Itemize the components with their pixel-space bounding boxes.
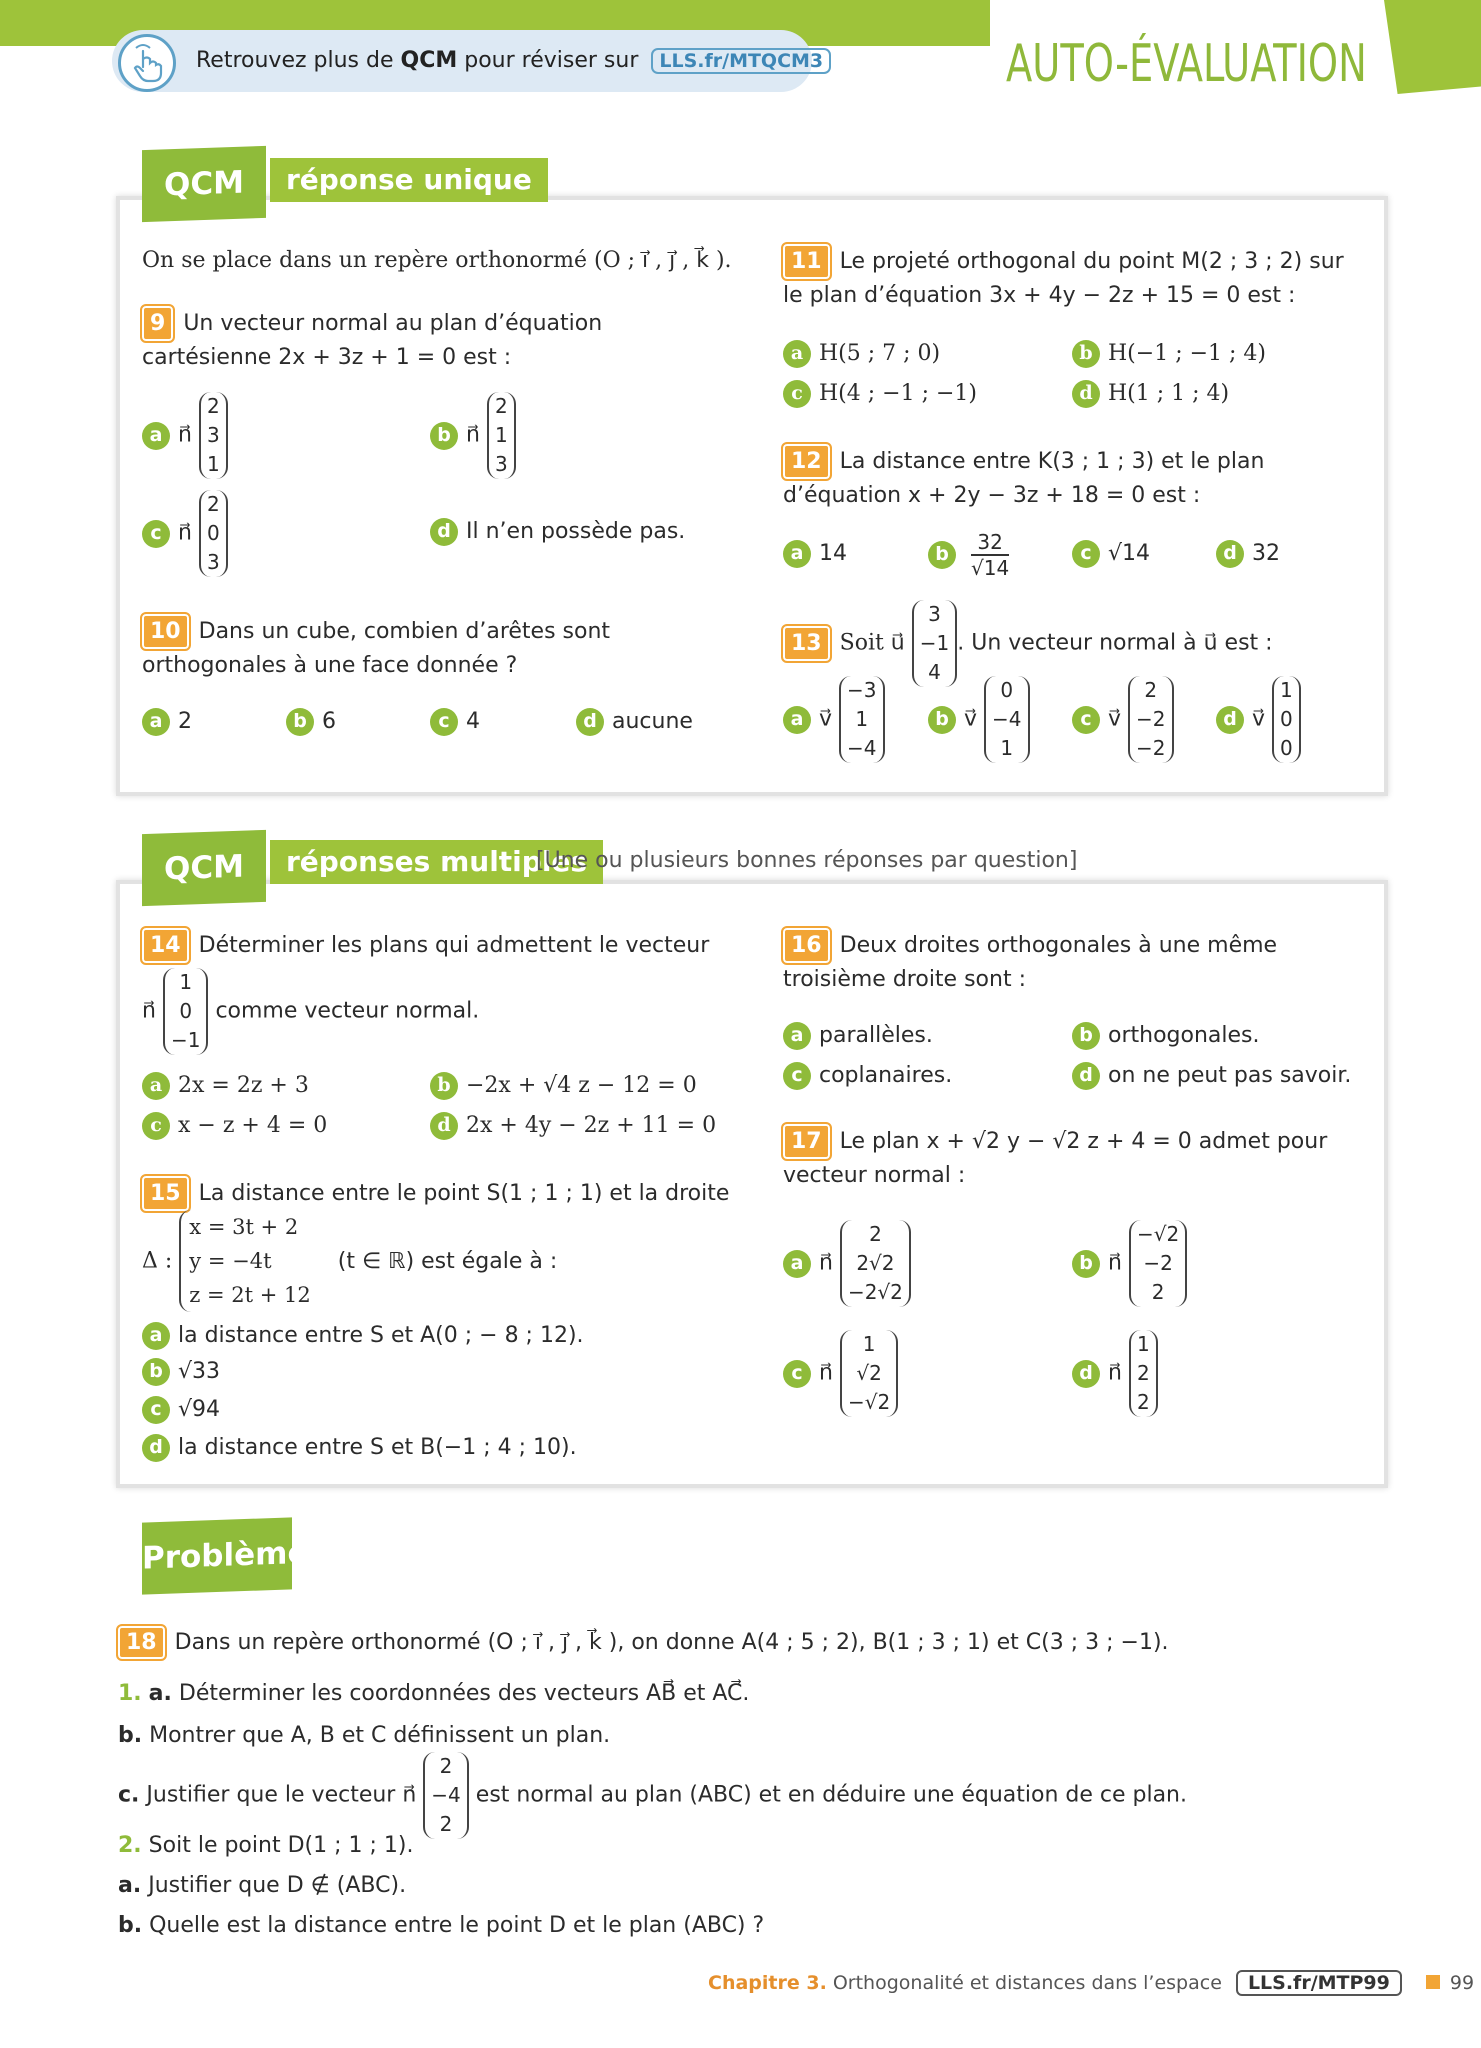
question-text: Le projeté orthogonal du point M(2 ; 3 ; 2) sur le plan d’équation 3x + 4y − 2z + 15 = 0 est : bbox=[783, 249, 1344, 308]
option-letter: a bbox=[783, 706, 811, 734]
q12-option-a[interactable] bbox=[783, 540, 847, 568]
q18-part-2a bbox=[118, 1870, 406, 1901]
question-9 bbox=[142, 306, 662, 374]
fraction-numerator: 32 bbox=[971, 530, 1009, 556]
option-letter: d bbox=[1216, 540, 1244, 568]
q9-option-a[interactable] bbox=[142, 392, 228, 479]
q15-option-b[interactable] bbox=[142, 1358, 220, 1386]
option-text: coplanaires. bbox=[819, 1063, 953, 1088]
vec-cell: −2 bbox=[1143, 1251, 1173, 1275]
vec-cell: √2 bbox=[856, 1361, 882, 1385]
subpart-text: Déterminer les coordonnées des vecteurs AB⃗ et AC⃗. bbox=[178, 1681, 750, 1706]
option-text: orthogonales. bbox=[1108, 1023, 1260, 1048]
vec-cell: 1 bbox=[494, 423, 508, 447]
column-vector bbox=[912, 600, 957, 687]
option-text: 14 bbox=[819, 541, 847, 566]
equation-system bbox=[179, 1210, 310, 1312]
vec-cell: 1 bbox=[1280, 678, 1293, 702]
vec-cell: 2 bbox=[1144, 678, 1158, 702]
q16-option-a[interactable] bbox=[783, 1022, 933, 1050]
q9-option-c[interactable] bbox=[142, 490, 228, 577]
option-letter: b bbox=[928, 706, 956, 734]
section1-tag: QCM bbox=[142, 146, 266, 222]
vec-cell: 2 bbox=[1151, 1280, 1165, 1304]
delta-label: Δ : bbox=[142, 1248, 173, 1274]
column-vector bbox=[1272, 676, 1301, 763]
vec-cell: 1 bbox=[1136, 1332, 1150, 1356]
option-text: Il n’en possède pas. bbox=[466, 519, 686, 544]
question-text: Dans un cube, combien d’arêtes sont orthogonales à une face donnée ? bbox=[142, 619, 611, 678]
vec-cell: −2√2 bbox=[847, 1280, 903, 1304]
vec-cell: 2 bbox=[206, 492, 220, 516]
option-letter: b bbox=[928, 541, 956, 569]
subpart-text: Justifier que D ∉ (ABC). bbox=[148, 1873, 407, 1898]
option-letter: c bbox=[783, 1360, 811, 1388]
vec-cell: −1 bbox=[170, 1028, 201, 1052]
q16-option-c[interactable] bbox=[783, 1062, 952, 1090]
vector-label: n⃗ bbox=[1108, 1360, 1122, 1386]
option-letter: a bbox=[783, 1022, 811, 1050]
q18-part-2 bbox=[118, 1830, 413, 1861]
option-letter: a bbox=[783, 540, 811, 568]
option-letter: d bbox=[1072, 380, 1100, 408]
vec-cell: 0 bbox=[1280, 736, 1293, 760]
banner-text-bold: QCM bbox=[400, 48, 458, 73]
vector-label: n⃗ bbox=[142, 998, 156, 1024]
vec-cell: −3 bbox=[847, 678, 877, 702]
question-17 bbox=[783, 1124, 1343, 1192]
q17-option-d[interactable] bbox=[1072, 1330, 1158, 1417]
option-text: 32 bbox=[1252, 541, 1280, 566]
option-letter: b bbox=[430, 422, 458, 450]
footer-link[interactable]: LLS.fr/MTP99 bbox=[1236, 1970, 1402, 1996]
question-11 bbox=[783, 244, 1353, 312]
option-text: x − z + 4 = 0 bbox=[178, 1113, 328, 1138]
fraction bbox=[971, 530, 1009, 580]
vec-cell: 1 bbox=[206, 452, 220, 476]
vec-cell: −4 bbox=[847, 736, 877, 760]
subpart-label: b. bbox=[118, 1723, 143, 1748]
option-text: 2x + 4y − 2z + 11 = 0 bbox=[466, 1113, 717, 1138]
part-number: 2. bbox=[118, 1833, 142, 1858]
option-letter: c bbox=[783, 1062, 811, 1090]
q18-part-1c bbox=[118, 1752, 1187, 1839]
intro-text: On se place dans un repère orthonormé (O ; i⃗ , j⃗ , k⃗ ). bbox=[142, 248, 732, 273]
page-title: AUTO-ÉVALUATION bbox=[1006, 34, 1367, 94]
q11-option-b[interactable] bbox=[1072, 340, 1266, 368]
question-text-after: . Un vecteur normal à u⃗ est : bbox=[957, 630, 1273, 656]
corner-decoration bbox=[1384, 0, 1481, 94]
vec-cell: 0 bbox=[206, 521, 220, 545]
question-text: Un vecteur normal au plan d’équation cartésienne 2x + 3z + 1 = 0 est : bbox=[142, 311, 603, 370]
column-vector bbox=[1129, 1330, 1158, 1417]
vec-cell: −√2 bbox=[847, 1390, 891, 1414]
column-vector bbox=[423, 1752, 468, 1839]
q14-vector bbox=[142, 968, 479, 1055]
option-text: 2 bbox=[178, 709, 192, 734]
q10-option-a[interactable] bbox=[142, 708, 192, 736]
question-text: Le plan x + √2 y − √2 z + 4 = 0 admet pour vecteur normal : bbox=[783, 1129, 1328, 1188]
banner-link[interactable]: LLS.fr/MTQCM3 bbox=[651, 48, 831, 74]
vec-cell: −1 bbox=[919, 631, 950, 655]
q15-option-d[interactable] bbox=[142, 1434, 577, 1462]
option-letter: c bbox=[142, 1396, 170, 1424]
question-text: La distance entre K(3 ; 1 ; 3) et le plan d’équation x + 2y − 3z + 18 = 0 est : bbox=[783, 449, 1265, 508]
vec-cell: 4 bbox=[928, 660, 941, 684]
option-text: H(4 ; −1 ; −1) bbox=[819, 381, 978, 406]
option-letter: d bbox=[1072, 1062, 1100, 1090]
subpart-label: a. bbox=[118, 1873, 142, 1898]
vec-cell: 3 bbox=[206, 423, 220, 447]
q17-option-a[interactable] bbox=[783, 1220, 911, 1307]
question-number: 16 bbox=[783, 928, 830, 963]
column-vector bbox=[840, 1330, 898, 1417]
option-letter: b bbox=[1072, 340, 1100, 368]
page-footer bbox=[708, 1970, 1474, 1996]
vec-cell: −2 bbox=[1136, 707, 1166, 731]
q11-option-d[interactable] bbox=[1072, 380, 1229, 408]
option-letter: d bbox=[430, 1112, 458, 1140]
subpart-label: b. bbox=[118, 1913, 143, 1938]
option-text: 2x = 2z + 3 bbox=[178, 1073, 309, 1098]
system-line: y = −4t bbox=[189, 1249, 272, 1273]
option-text: H(5 ; 7 ; 0) bbox=[819, 341, 941, 366]
q14-option-a[interactable] bbox=[142, 1072, 309, 1100]
vector-label: n⃗ bbox=[178, 422, 192, 448]
hand-pointer-icon bbox=[118, 34, 176, 92]
q16-option-d[interactable] bbox=[1072, 1062, 1351, 1090]
q9-option-b[interactable] bbox=[430, 392, 516, 479]
column-vector bbox=[199, 392, 228, 479]
subpart-text: Justifier que le vecteur n⃗ bbox=[146, 1782, 417, 1808]
question-text: Déterminer les plans qui admettent le vecteur bbox=[198, 933, 710, 958]
subpart-label: c. bbox=[118, 1782, 140, 1808]
vec-cell: 2 bbox=[206, 394, 220, 418]
option-letter: c bbox=[142, 520, 170, 548]
question-15 bbox=[142, 1176, 762, 1211]
option-text: √94 bbox=[178, 1397, 221, 1422]
banner-text-after: pour réviser sur bbox=[457, 48, 639, 73]
vec-cell: 2 bbox=[869, 1222, 882, 1246]
question-text: Dans un repère orthonormé (O ; i⃗ , j⃗ , k⃗ ), on donne A(4 ; 5 ; 2), B(1 ; 3 ; 1) et C(3 ; 3 ; −1). bbox=[174, 1630, 1169, 1655]
part-text: Soit le point D(1 ; 1 ; 1). bbox=[148, 1833, 414, 1858]
section3-tag: Problème bbox=[142, 1517, 292, 1594]
option-text: 4 bbox=[466, 709, 480, 734]
banner-text bbox=[196, 48, 831, 74]
q13-option-c[interactable] bbox=[1072, 676, 1174, 763]
vec-cell: −2 bbox=[1136, 736, 1166, 760]
q17-option-c[interactable] bbox=[783, 1330, 898, 1417]
column-vector bbox=[840, 1220, 911, 1307]
option-letter: c bbox=[783, 380, 811, 408]
column-vector bbox=[984, 676, 1029, 763]
question-number: 18 bbox=[118, 1626, 165, 1659]
section2-note: [Une ou plusieurs bonnes réponses par question] bbox=[536, 848, 1078, 873]
column-vector bbox=[487, 392, 516, 479]
option-text: parallèles. bbox=[819, 1023, 933, 1048]
question-number: 10 bbox=[142, 614, 189, 649]
question-text: Soit u⃗ bbox=[839, 630, 905, 656]
q14-option-b[interactable] bbox=[430, 1072, 697, 1100]
question-number: 17 bbox=[783, 1124, 830, 1159]
q18-part-1b bbox=[118, 1720, 610, 1751]
system-line: z = 2t + 12 bbox=[189, 1283, 311, 1307]
option-text: la distance entre S et B(−1 ; 4 ; 10). bbox=[178, 1435, 577, 1460]
option-letter: d bbox=[1216, 706, 1244, 734]
question-18 bbox=[118, 1626, 1418, 1659]
option-letter: a bbox=[142, 1072, 170, 1100]
option-text: on ne peut pas savoir. bbox=[1108, 1063, 1352, 1088]
option-letter: a bbox=[142, 422, 170, 450]
chapter-number: Chapitre 3. bbox=[708, 1972, 827, 1994]
part-number: 1. bbox=[118, 1681, 142, 1706]
column-vector bbox=[163, 968, 208, 1055]
vec-cell: 2 bbox=[1136, 1390, 1150, 1414]
question-number: 9 bbox=[142, 306, 173, 341]
question-14 bbox=[142, 928, 742, 963]
question-text: Deux droites orthogonales à une même troisième droite sont : bbox=[783, 933, 1278, 992]
option-text: H(−1 ; −1 ; 4) bbox=[1108, 341, 1267, 366]
q12-option-d[interactable] bbox=[1216, 540, 1280, 568]
column-vector bbox=[199, 490, 228, 577]
fraction-denominator: √14 bbox=[971, 556, 1010, 580]
question-text-after: comme vecteur normal. bbox=[215, 998, 480, 1024]
vector-label: v⃗ bbox=[819, 706, 833, 732]
option-letter: c bbox=[142, 1112, 170, 1140]
q12-option-b[interactable] bbox=[928, 530, 1009, 580]
q18-part-2b bbox=[118, 1910, 764, 1941]
q13-option-a[interactable] bbox=[783, 676, 885, 763]
q10-option-b[interactable] bbox=[286, 708, 336, 736]
q15-option-a[interactable] bbox=[142, 1322, 584, 1350]
question-16 bbox=[783, 928, 1343, 996]
vec-cell: 1 bbox=[855, 707, 869, 731]
column-vector bbox=[839, 676, 884, 763]
option-letter: c bbox=[430, 708, 458, 736]
page-number: 99 bbox=[1449, 1972, 1475, 1994]
page-square-icon bbox=[1426, 1975, 1440, 1989]
column-vector bbox=[1129, 1220, 1187, 1307]
vec-cell: 3 bbox=[928, 602, 941, 626]
vector-label: v⃗ bbox=[1108, 706, 1122, 732]
q18-part-1a bbox=[118, 1678, 749, 1709]
q9-option-d[interactable] bbox=[430, 518, 685, 546]
vec-cell: 2 bbox=[494, 394, 508, 418]
option-text: 6 bbox=[322, 709, 336, 734]
vec-cell: 1 bbox=[862, 1332, 876, 1356]
section1-subtitle: réponse unique bbox=[270, 158, 548, 202]
vec-cell: 2 bbox=[439, 1812, 453, 1836]
q13-option-b[interactable] bbox=[928, 676, 1030, 763]
question-number: 14 bbox=[142, 928, 189, 963]
vector-label: n⃗ bbox=[178, 520, 192, 546]
vec-cell: 2√2 bbox=[856, 1251, 895, 1275]
vector-label: n⃗ bbox=[819, 1250, 833, 1276]
section2-subtitle: réponses multiples bbox=[270, 840, 603, 884]
chapter-title: Orthogonalité et distances dans l’espace bbox=[832, 1972, 1222, 1994]
vec-cell: 2 bbox=[1136, 1361, 1150, 1385]
vec-cell: −4 bbox=[992, 707, 1022, 731]
vec-cell: 0 bbox=[1280, 707, 1293, 731]
option-letter: b bbox=[142, 1358, 170, 1386]
option-text: la distance entre S et A(0 ; − 8 ; 12). bbox=[178, 1323, 584, 1348]
q15-system bbox=[142, 1210, 557, 1312]
banner-text-before: Retrouvez plus de bbox=[196, 48, 401, 73]
option-letter: a bbox=[142, 1322, 170, 1350]
option-letter: b bbox=[1072, 1022, 1100, 1050]
option-letter: d bbox=[1072, 1360, 1100, 1388]
option-letter: d bbox=[430, 518, 458, 546]
option-letter: b bbox=[286, 708, 314, 736]
vec-cell: 0 bbox=[1000, 678, 1014, 702]
question-number: 11 bbox=[783, 244, 830, 279]
question-number: 12 bbox=[783, 444, 830, 479]
vec-cell: 3 bbox=[494, 452, 508, 476]
section1-intro bbox=[142, 244, 732, 277]
vec-cell: 1 bbox=[179, 970, 193, 994]
column-vector bbox=[1128, 676, 1173, 763]
q12-option-c[interactable] bbox=[1072, 540, 1150, 568]
subpart-text: Quelle est la distance entre le point D et le plan (ABC) ? bbox=[149, 1913, 765, 1938]
option-letter: b bbox=[430, 1072, 458, 1100]
vec-cell: −4 bbox=[431, 1783, 461, 1807]
question-number: 13 bbox=[783, 626, 830, 661]
vector-label: n⃗ bbox=[819, 1360, 833, 1386]
option-text: H(1 ; 1 ; 4) bbox=[1108, 381, 1230, 406]
vec-cell: 0 bbox=[179, 999, 193, 1023]
subpart-label: a. bbox=[148, 1681, 172, 1706]
system-line: x = 3t + 2 bbox=[189, 1215, 299, 1239]
option-letter: a bbox=[783, 1250, 811, 1278]
q10-option-c[interactable] bbox=[430, 708, 480, 736]
question-12 bbox=[783, 444, 1353, 512]
q14-option-d[interactable] bbox=[430, 1112, 716, 1140]
subpart-text: Montrer que A, B et C définissent un plan. bbox=[149, 1723, 611, 1748]
q11-option-a[interactable] bbox=[783, 340, 940, 368]
vec-cell: 1 bbox=[1000, 736, 1014, 760]
q10-option-d[interactable] bbox=[576, 708, 693, 736]
q11-option-c[interactable] bbox=[783, 380, 977, 408]
option-letter: d bbox=[576, 708, 604, 736]
option-letter: b bbox=[1072, 1250, 1100, 1278]
vector-label: v⃗ bbox=[1252, 706, 1266, 732]
option-letter: a bbox=[783, 340, 811, 368]
question-13 bbox=[783, 600, 1363, 687]
vec-cell: 2 bbox=[439, 1754, 453, 1778]
vector-label: v⃗ bbox=[964, 706, 978, 732]
vector-label: n⃗ bbox=[466, 422, 480, 448]
section2-tag: QCM bbox=[142, 830, 266, 906]
question-10 bbox=[142, 614, 642, 682]
q16-option-b[interactable] bbox=[1072, 1022, 1260, 1050]
vec-cell: −√2 bbox=[1136, 1222, 1180, 1246]
question-text: La distance entre le point S(1 ; 1 ; 1) et la droite bbox=[198, 1181, 730, 1206]
q15-option-c[interactable] bbox=[142, 1396, 220, 1424]
option-letter: c bbox=[1072, 706, 1100, 734]
option-text: √14 bbox=[1108, 541, 1151, 566]
option-text: −2x + √4 z − 12 = 0 bbox=[466, 1073, 697, 1098]
q13-option-d[interactable] bbox=[1216, 676, 1301, 763]
option-letter: d bbox=[142, 1434, 170, 1462]
question-text-after: (t ∈ ℝ) est égale à : bbox=[337, 1248, 558, 1274]
question-number: 15 bbox=[142, 1176, 189, 1211]
q17-option-b[interactable] bbox=[1072, 1220, 1187, 1307]
option-text: √33 bbox=[178, 1359, 221, 1384]
option-letter: c bbox=[1072, 540, 1100, 568]
option-letter: a bbox=[142, 708, 170, 736]
subpart-text-after: est normal au plan (ABC) et en déduire une équation de ce plan. bbox=[475, 1782, 1187, 1808]
vector-label: n⃗ bbox=[1108, 1250, 1122, 1276]
q14-option-c[interactable] bbox=[142, 1112, 327, 1140]
option-text: aucune bbox=[612, 709, 693, 734]
vec-cell: 3 bbox=[206, 550, 220, 574]
